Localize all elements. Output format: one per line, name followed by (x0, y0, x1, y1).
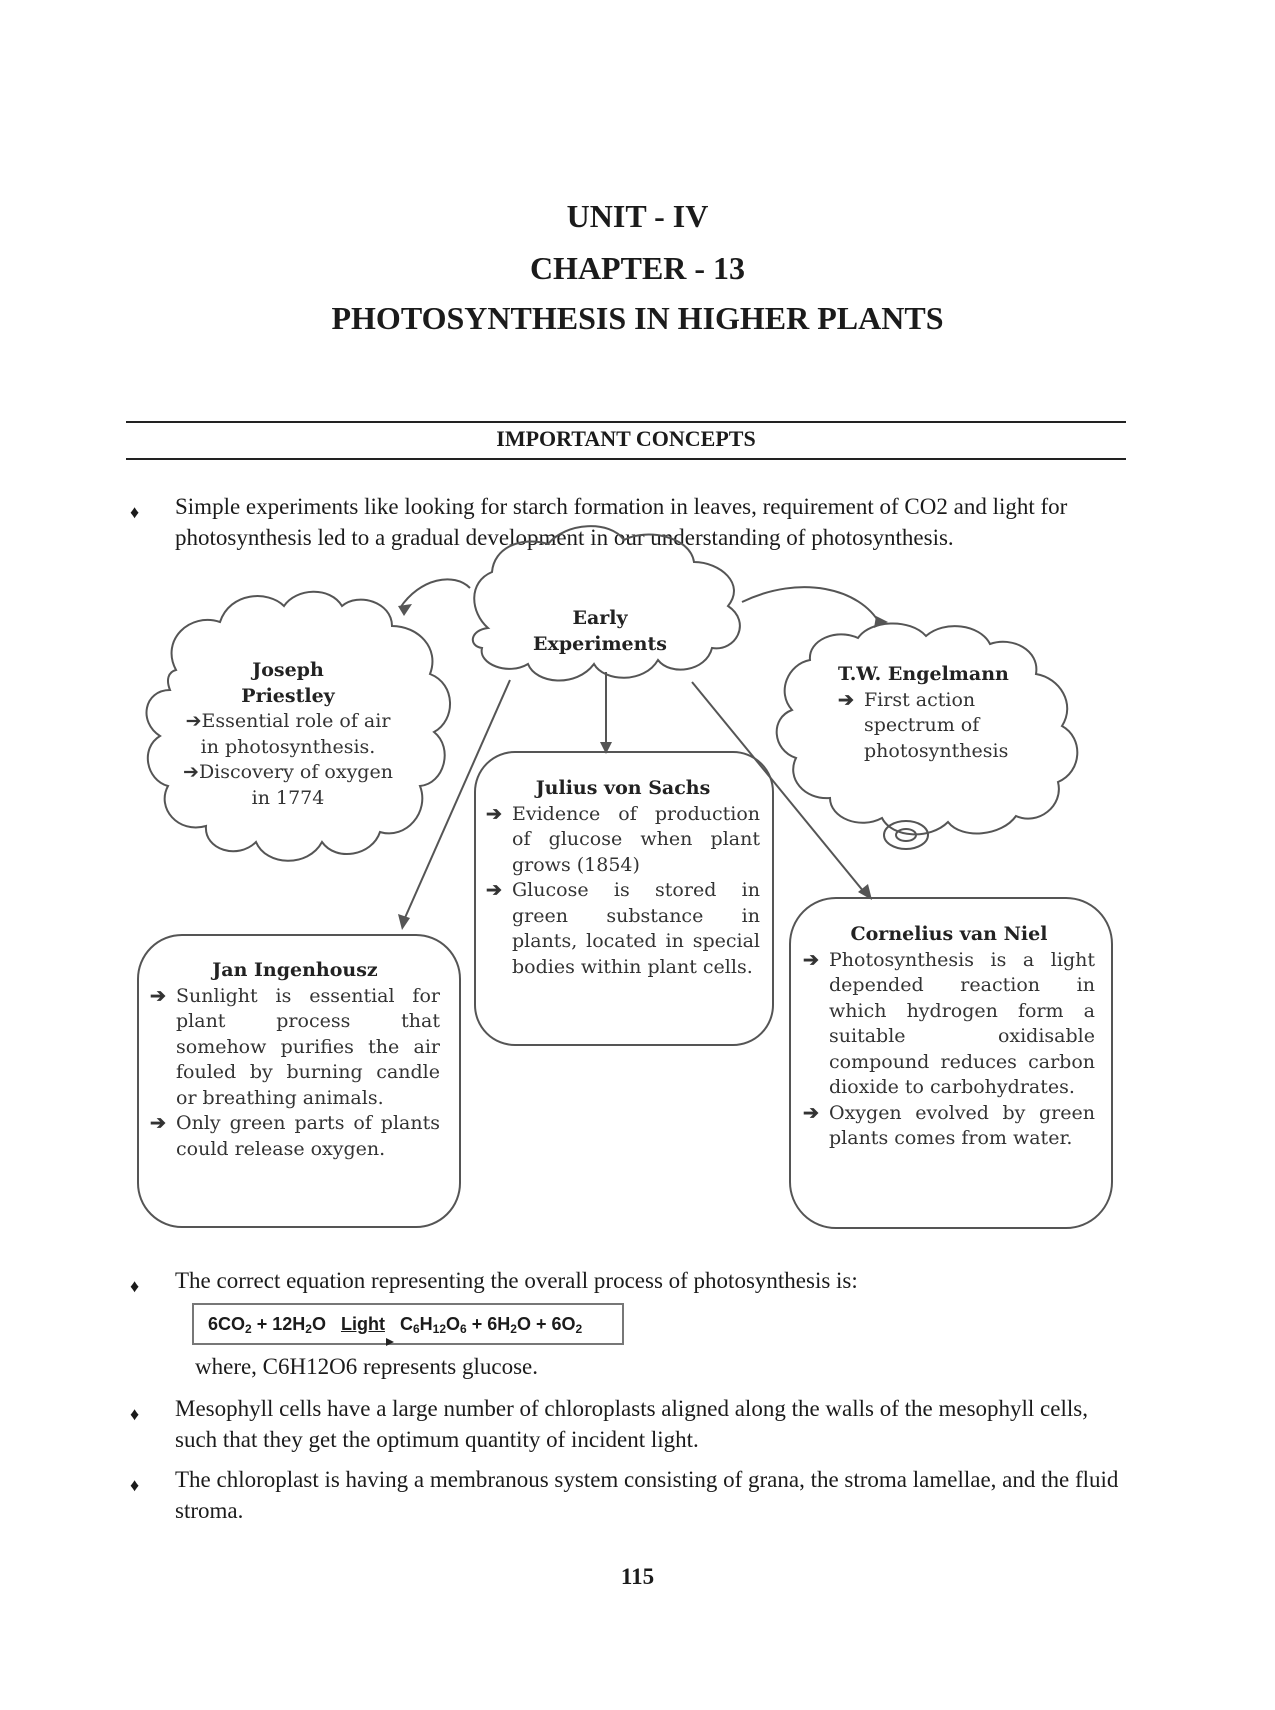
eq-term: H (419, 1314, 433, 1334)
ingenhousz-point-2: Only green parts of plants could release oxygen. (176, 1112, 440, 1160)
eq-subscript: 6 (412, 1322, 420, 1336)
eq-term: + 6H (466, 1314, 511, 1334)
eq-subscript: 2 (245, 1322, 252, 1336)
intro-paragraph: Simple experiments like looking for starch formation in leaves, requirement of CO2 and light for photosynthesis led to a gradual development in our understanding of photosynthesis. (175, 494, 1068, 550)
center-label (510, 606, 690, 657)
eq-subscript: 12 (432, 1322, 447, 1336)
van-niel-name: Cornelius van Niel (850, 923, 1048, 945)
sachs-name: Julius von Sachs (535, 777, 711, 799)
priestley-point-1: Essential role of air in photosynthesis. (200, 710, 391, 758)
eq-term: O (311, 1314, 326, 1334)
eq-term: 6CO (208, 1314, 246, 1334)
center-label-line1: Early (572, 607, 628, 629)
eq-term: O (446, 1314, 461, 1334)
photosynthesis-equation (192, 1303, 624, 1345)
engelmann-name: T.W. Engelmann (838, 663, 1009, 685)
eq-subscript: 2 (575, 1322, 583, 1336)
arrow-icon: ➔ (803, 1101, 819, 1124)
priestley-name-line1: Joseph (252, 659, 324, 681)
bullet-icon: ♦ (130, 502, 140, 522)
priestley-name-line2: Priestley (241, 684, 335, 707)
arrow-icon: ➔ (838, 688, 854, 711)
van-niel-content (803, 922, 1095, 1152)
eq-term: O + 6O (516, 1314, 576, 1334)
arrow-icon: ➔ (185, 710, 202, 732)
sachs-content (486, 776, 760, 980)
eq-term: + 12H (251, 1314, 306, 1334)
arrow-icon: ➔ (486, 879, 502, 901)
arrow-icon: ➔ (150, 1112, 166, 1134)
ingenhousz-content (150, 958, 440, 1162)
arrow-icon: ➔ (486, 802, 502, 825)
priestley-content (183, 658, 393, 811)
arrow-icon: ➔ (183, 761, 199, 783)
eq-subscript: 2 (305, 1322, 312, 1336)
arrow-icon: ➔ (803, 948, 819, 971)
page-title: PHOTOSYNTHESIS IN HIGHER PLANTS (331, 300, 944, 336)
section-heading: IMPORTANT CONCEPTS (496, 426, 756, 451)
bullet-icon: ♦ (130, 1404, 140, 1424)
eq-term: C (399, 1314, 413, 1334)
chloroplast-paragraph: The chloroplast is having a membranous system consisting of grana, the stroma lamellae, and the fluid stroma. (175, 1467, 1119, 1523)
engelmann-point-1: First action spectrum of photosynthesis (864, 688, 1009, 762)
equation-note: where, C6H12O6 represents glucose. (195, 1354, 538, 1379)
center-cloud (473, 526, 740, 680)
van-niel-point-2: Oxygen evolved by green plants comes from water. (829, 1101, 1095, 1149)
sachs-point-2: Glucose is stored in green substance in plants, located in special bodies within plant cells. (512, 879, 760, 978)
van-niel-point-1: Photosynthesis is a light depended reaction in which hydrogen form a suitable oxidisable compound reduces carbon dioxide to carbohydrates. (829, 948, 1095, 1098)
page-number: 115 (620, 1564, 655, 1589)
chapter-heading: CHAPTER - 13 (529, 250, 746, 286)
engelmann-content (838, 662, 1038, 764)
bullet-icon: ♦ (130, 1475, 140, 1495)
eq-subscript: 6 (460, 1322, 467, 1336)
eq-light-arrow: Light (341, 1305, 385, 1343)
unit-heading: UNIT - IV (566, 198, 709, 234)
arrow-icon: ➔ (150, 984, 166, 1007)
equation-intro: The correct equation representing the overall process of photosynthesis is: (175, 1268, 858, 1293)
center-label-line2: Experiments (533, 632, 667, 655)
priestley-point-2: Discovery of oxygen in 1774 (198, 761, 393, 809)
eq-subscript: 2 (510, 1322, 517, 1336)
ingenhousz-name: Jan Ingenhousz (212, 959, 378, 981)
bullet-icon: ♦ (130, 1276, 140, 1296)
mesophyll-paragraph: Mesophyll cells have a large number of chloroplasts aligned along the walls of the mesophyll cells, such that they get the optimum quantity of incident light. (175, 1396, 1088, 1452)
sachs-point-1: Evidence of production of glucose when plant grows (1854) (512, 802, 760, 876)
ingenhousz-point-1: Sunlight is essential for plant process that somehow purifies the air fouled by burning candle or breathing animals. (176, 984, 440, 1109)
